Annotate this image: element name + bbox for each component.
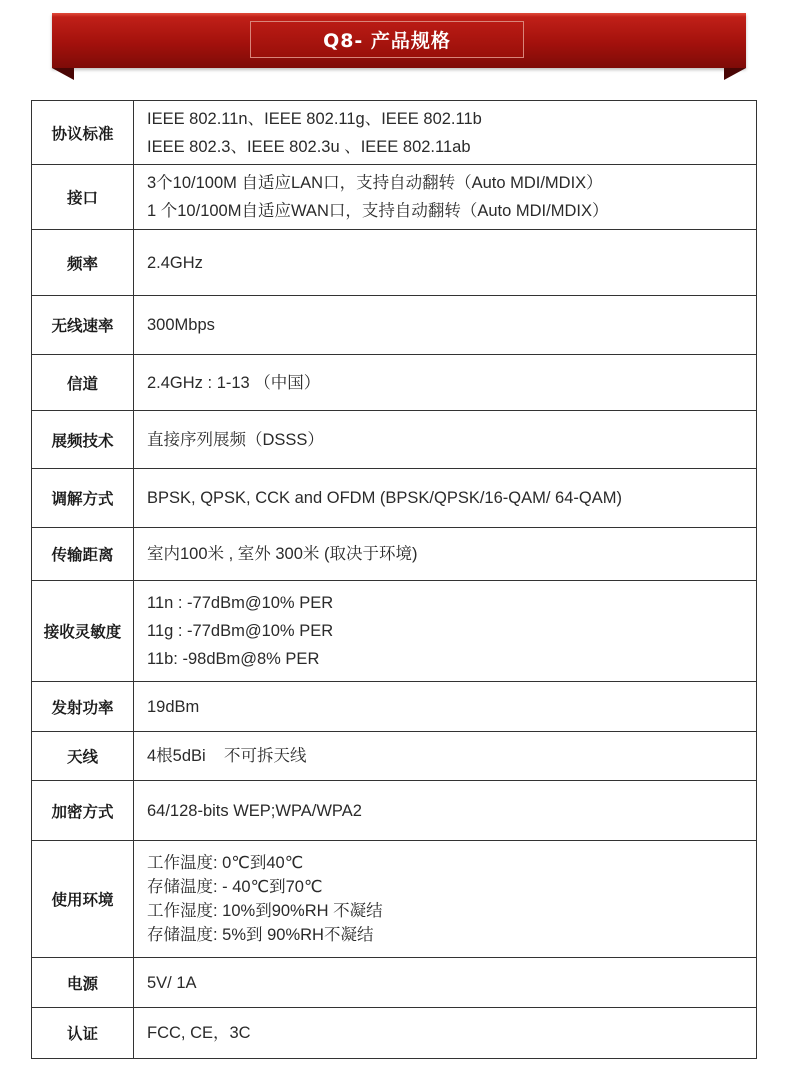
spec-value [134,682,757,732]
spec-value [134,165,757,230]
spec-value [134,581,757,682]
spec-label: 协议标准 [32,101,134,165]
spec-label: 展频技术 [32,411,134,469]
spec-value-line: 存储温度: 5%到 90%RH不凝结 [147,926,374,944]
spec-label: 认证 [32,1008,134,1059]
spec-value-line: BPSK, QPSK, CCK and OFDM (BPSK/QPSK/16-QAM/ 64-QAM) [147,489,622,507]
spec-value [134,528,757,581]
spec-value [134,230,757,296]
spec-label: 电源 [32,958,134,1008]
spec-value-line: 1 个10/100M自适应WAN口，支持自动翻转（Auto MDI/MDIX） [147,202,609,220]
spec-row [32,230,757,296]
spec-value [134,101,757,165]
spec-row [32,581,757,682]
spec-label: 使用环境 [32,841,134,958]
spec-value-line: 11b: -98dBm@8% PER [147,650,320,668]
spec-value [134,296,757,355]
spec-value [134,411,757,469]
spec-value-line: 4根5dBi 不可拆天线 [147,747,307,765]
spec-value-line: 直接序列展频（DSSS） [147,430,324,449]
spec-value-line: 2.4GHz : 1-13 （中国） [147,373,321,392]
spec-value-line: 19dBm [147,697,200,716]
spec-row [32,355,757,411]
spec-value [134,841,757,958]
spec-label: 频率 [32,230,134,296]
spec-value-line: 11n : -77dBm@10% PER [147,594,334,612]
spec-label: 调解方式 [32,469,134,528]
spec-label: 传输距离 [32,528,134,581]
spec-value-line: 11g : -77dBm@10% PER [147,622,334,640]
spec-value-line: IEEE 802.11n、IEEE 802.11g、IEEE 802.11b [147,109,482,128]
spec-row [32,296,757,355]
spec-value-line: FCC, CE，3C [147,1024,251,1042]
spec-label: 加密方式 [32,781,134,841]
spec-value-line: 5V/ 1A [147,973,197,992]
spec-row [32,841,757,958]
spec-label: 接收灵敏度 [32,581,134,682]
spec-value [134,1008,757,1059]
spec-value-line: 工作湿度: 10%到90%RH 不凝结 [147,902,383,920]
spec-label: 接口 [32,165,134,230]
spec-value [134,781,757,841]
spec-row [32,469,757,528]
spec-table [31,100,757,1059]
spec-label: 信道 [32,355,134,411]
spec-value [134,469,757,528]
spec-row [32,958,757,1008]
page-title: Q8- 产品规格 [250,21,524,58]
spec-row [32,411,757,469]
spec-value-line: 存储温度: - 40℃到70℃ [147,878,323,896]
spec-value-line: IEEE 802.3、IEEE 802.3u 、IEEE 802.11ab [147,137,471,156]
spec-value-line: 3个10/100M 自适应LAN口，支持自动翻转（Auto MDI/MDIX） [147,174,603,192]
ribbon-fold-left [52,68,74,80]
spec-value-line: 300Mbps [147,316,215,334]
spec-row [32,682,757,732]
spec-value-line: 2.4GHz [147,253,203,272]
spec-label: 无线速率 [32,296,134,355]
spec-label: 天线 [32,732,134,781]
spec-row [32,732,757,781]
spec-row [32,1008,757,1059]
spec-value [134,958,757,1008]
spec-row [32,781,757,841]
spec-row [32,528,757,581]
spec-value [134,355,757,411]
spec-value [134,732,757,781]
ribbon-fold-right [724,68,746,80]
spec-row [32,165,757,230]
spec-row [32,101,757,165]
spec-value-line: 64/128-bits WEP;WPA/WPA2 [147,801,362,820]
spec-label: 发射功率 [32,682,134,732]
spec-value-line: 工作温度: 0℃到40℃ [147,854,304,872]
spec-value-line: 室内100米 , 室外 300米 (取决于环境) [147,545,418,563]
